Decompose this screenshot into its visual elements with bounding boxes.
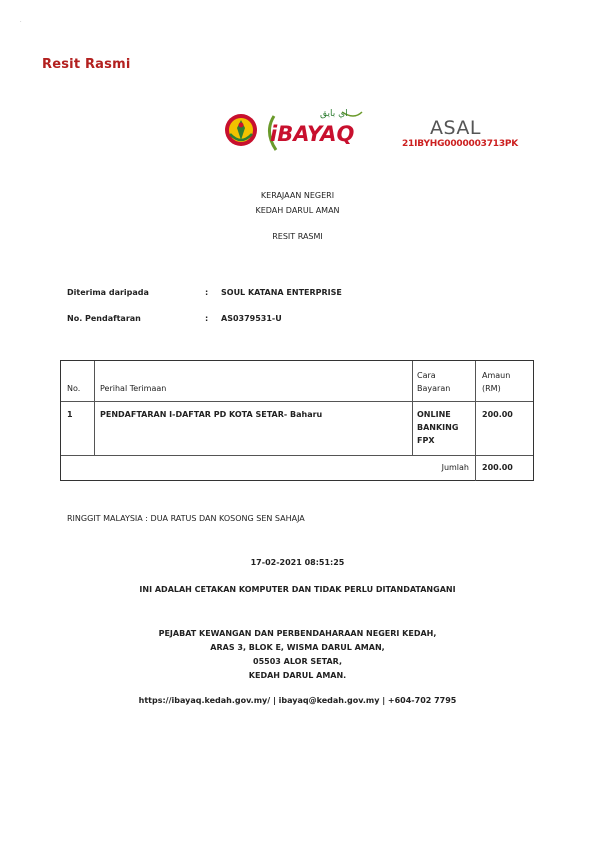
address-line-2: ARAS 3, BLOK E, WISMA DARUL AMAN, <box>210 643 385 652</box>
row-no: 1 <box>67 410 73 419</box>
ibayaq-logo <box>262 106 372 154</box>
issuer-line-1: KERAJAAN NEGERI <box>260 191 335 200</box>
row-payment-3: FPX <box>417 436 435 445</box>
registration-no-value: AS0379531-U <box>221 314 282 323</box>
table-divider <box>475 361 476 481</box>
copy-label: ASAL <box>430 117 481 139</box>
contact-line: https://ibayaq.kedah.gov.my/ | ibayaq@kedah.gov.my | +604-702 7795 <box>138 696 457 705</box>
corner-mark: . <box>20 18 22 24</box>
address-line-4: KEDAH DARUL AMAN. <box>248 671 347 680</box>
computer-generated-note: INI ADALAH CETAKAN KOMPUTER DAN TIDAK PERLU DITANDATANGANI <box>139 585 456 594</box>
document-title: RESIT RASMI <box>272 232 323 241</box>
table-divider <box>61 455 533 456</box>
table-divider <box>94 361 95 455</box>
header-payment-method-2: Bayaran <box>417 384 451 393</box>
table-divider <box>412 361 413 455</box>
page-title: Resit Rasmi <box>42 57 131 72</box>
received-from-value: SOUL KATANA ENTERPRISE <box>221 288 342 297</box>
received-from-separator: : <box>205 288 209 297</box>
row-amount: 200.00 <box>482 410 513 419</box>
header-no: No. <box>67 384 81 393</box>
table-divider <box>61 401 533 402</box>
total-label: Jumlah <box>441 463 469 472</box>
receipt-number: 21IBYHG0000003713PK <box>402 139 519 149</box>
received-from-label: Diterima daripada <box>67 288 149 297</box>
header-description: Perihal Terimaan <box>100 384 167 393</box>
brand-text: iBAYAQ <box>270 122 355 146</box>
registration-no-separator: : <box>205 314 209 323</box>
total-value: 200.00 <box>482 463 513 472</box>
row-description: PENDAFTARAN I-DAFTAR PD KOTA SETAR- Baharu <box>100 410 323 419</box>
registration-no-label: No. Pendaftaran <box>67 314 141 323</box>
amount-in-words: RINGGIT MALAYSIA : DUA RATUS DAN KOSONG SEN SAHAJA <box>67 514 305 523</box>
header-amount-1: Amaun <box>482 371 511 380</box>
issuer-line-2: KEDAH DARUL AMAN <box>255 206 340 215</box>
row-payment-1: ONLINE <box>417 410 451 419</box>
kedah-crest-icon <box>222 112 260 148</box>
header-amount-2: (RM) <box>482 384 501 393</box>
address-line-3: 05503 ALOR SETAR, <box>253 657 342 666</box>
header-payment-method-1: Cara <box>417 371 436 380</box>
row-payment-2: BANKING <box>417 423 459 432</box>
brand-arabic: اي بايق <box>320 109 348 119</box>
receipt-table <box>60 360 534 481</box>
address-line-1: PEJABAT KEWANGAN DAN PERBENDAHARAAN NEGERI KEDAH, <box>158 629 437 638</box>
print-timestamp: 17-02-2021 08:51:25 <box>250 558 345 567</box>
